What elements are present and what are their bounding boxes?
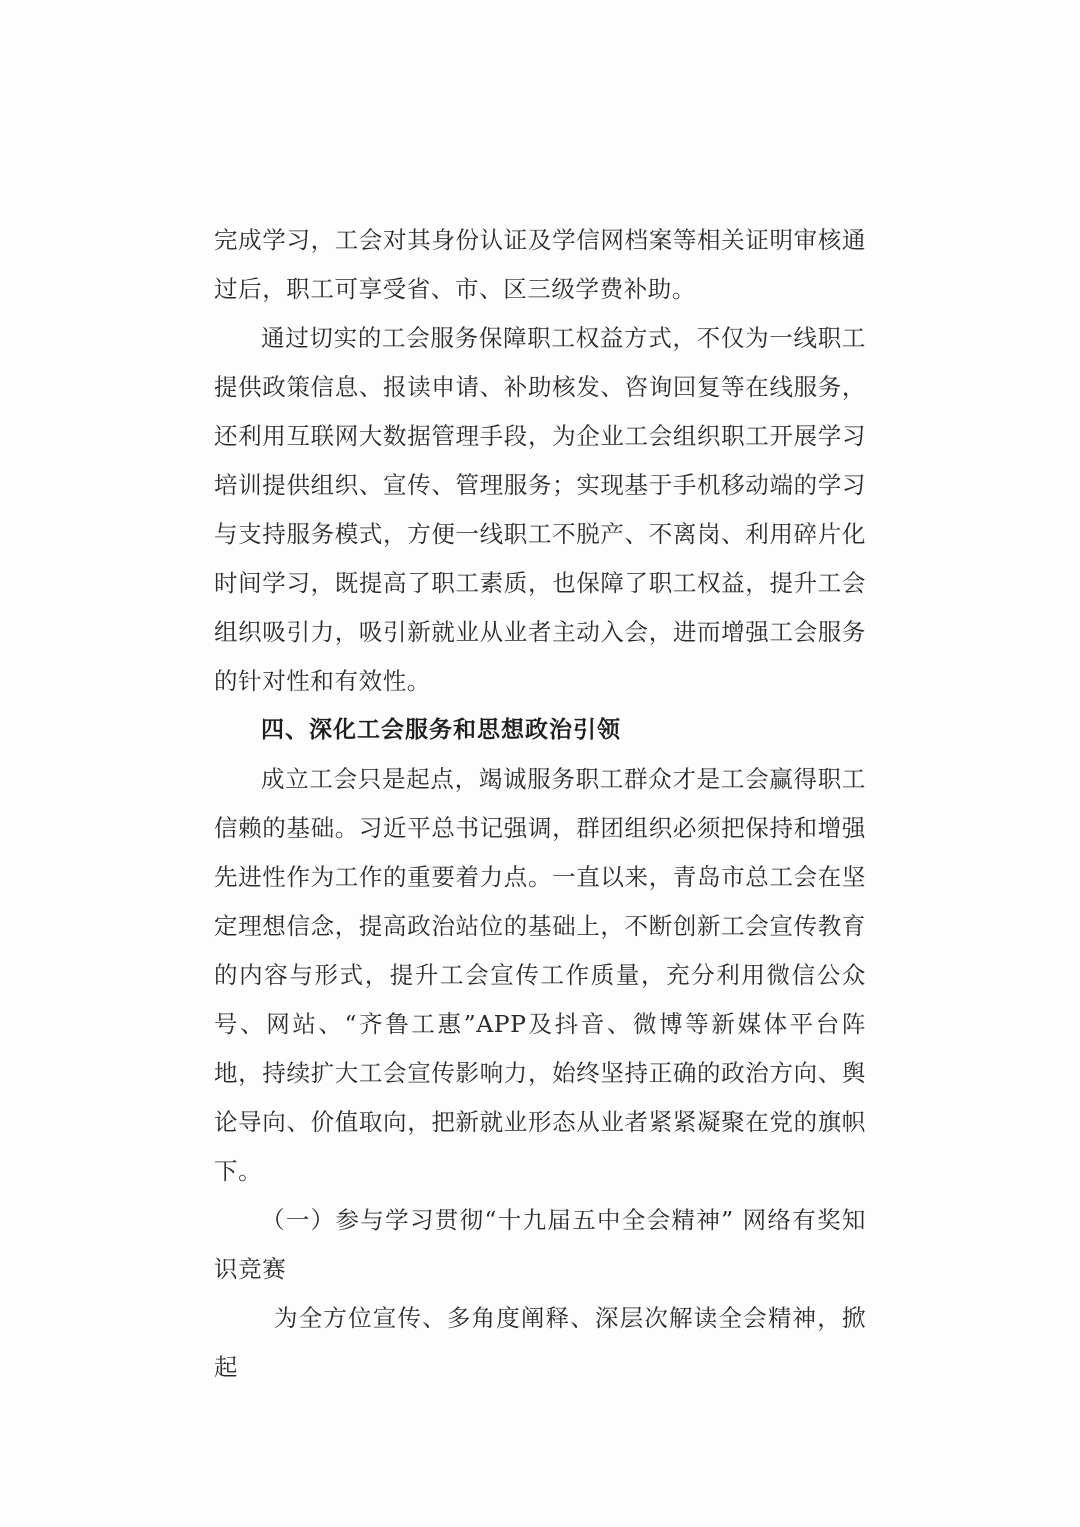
paragraph-plenary-spirit: 为全方位宣传、多角度阐释、深层次解读全会精神，掀起	[214, 1304, 866, 1381]
paragraph-continuation: 完成学习，工会对其身份认证及学信网档案等相关证明审核通过后，职工可享受省、市、区三级学费补助。	[214, 226, 866, 303]
subheading-quiz-competition: （一）参与学习贯彻“十九届五中全会精神” 网络有奖知识竞赛	[214, 1206, 866, 1283]
paragraph-union-service: 成立工会只是起点，竭诚服务职工群众才是工会赢得职工信赖的基础。习近平总书记强调，群团组织必须把保持和增强先进性作为工作的重要着力点。一直以来，青岛市总工会在坚定理想信念，提高政治站位的基础上，不断创新工会宣传教育的内容与形式，提升工会宣传工作质量，充分利用微信公众号、网站、“齐鲁工惠”APP及抖音、微博等新媒体平台阵地，持续扩大工会宣传影响力，始终坚持正确的政治方向、舆论导向、价值取向，把新就业形态从业者紧紧凝聚在党的旗帜下。	[214, 765, 866, 1185]
section-heading-four: 四、深化工会服务和思想政治引领	[261, 717, 621, 743]
paragraph-service-methods: 通过切实的工会服务保障职工权益方式，不仅为一线职工提供政策信息、报读申请、补助核发、咨询回复等在线服务，还利用互联网大数据管理手段，为企业工会组织职工开展学习培训提供组织、宣传、管理服务；实现基于手机移动端的学习与支持服务模式，方便一线职工不脱产、不离岗、利用碎片化时间学习，既提高了职工素质，也保障了职工权益，提升工会组织吸引力，吸引新就业从业者主动入会，进而增强工会服务的针对性和有效性。	[214, 324, 866, 695]
document-body	[214, 216, 866, 1392]
